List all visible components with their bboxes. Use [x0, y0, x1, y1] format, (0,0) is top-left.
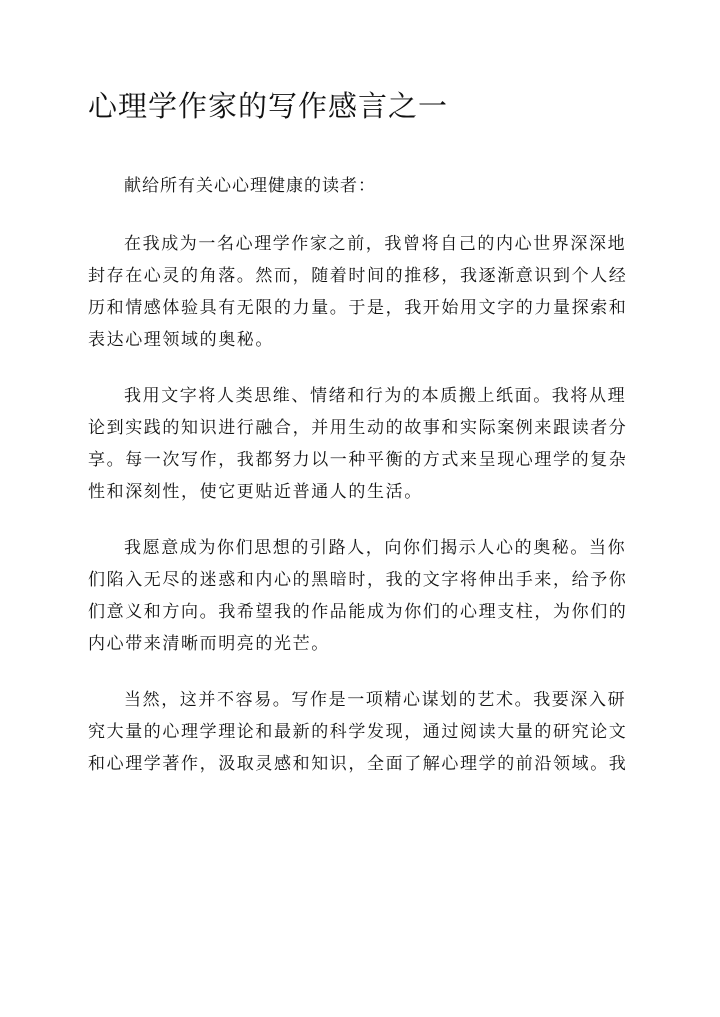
paragraph-line: 究大量的心理学理论和最新的科学发现，通过阅读大量的研究论文 [88, 722, 628, 742]
dedication-line: 献给所有关心心理健康的读者： [124, 176, 376, 196]
paragraph-line: 我用文字将人类思维、情绪和行为的本质搬上纸面。我将从理 [124, 386, 627, 406]
paragraph-line: 内心带来清晰而明亮的光芒。 [88, 634, 330, 654]
paragraph-line: 论到实践的知识进行融合，并用生动的故事和实际案例来跟读者分 [88, 418, 628, 438]
paragraph-line: 封存在心灵的角落。然而，随着时间的推移，我逐渐意识到个人经 [88, 266, 628, 286]
paragraph [88, 228, 632, 356]
paragraph-line: 们陷入无尽的迷惑和内心的黑暗时，我的文字将伸出手来，给予你 [88, 570, 628, 590]
paragraph [88, 380, 632, 508]
document-body [88, 228, 632, 804]
paragraph [88, 532, 632, 660]
paragraph-line: 在我成为一名心理学作家之前，我曾将自己的内心世界深深地 [124, 234, 627, 254]
paragraph-line: 当然，这并不容易。写作是一项精心谋划的艺术。我要深入研 [124, 690, 627, 710]
paragraph-line: 性和深刻性，使它更贴近普通人的生活。 [88, 482, 423, 502]
paragraph-line: 历和情感体验具有无限的力量。于是，我开始用文字的力量探索和 [88, 298, 628, 318]
paragraph-line: 和心理学著作，汲取灵感和知识，全面了解心理学的前沿领域。我 [88, 754, 628, 774]
paragraph-line: 表达心理领域的奥秘。 [88, 330, 274, 350]
paragraph-line: 们意义和方向。我希望我的作品能成为你们的心理支柱，为你们的 [88, 602, 628, 622]
paragraph-line: 享。每一次写作，我都努力以一种平衡的方式来呈现心理学的复杂 [88, 450, 628, 470]
document-title: 心理学作家的写作感言之一 [88, 89, 449, 123]
paragraph-line: 我愿意成为你们思想的引路人，向你们揭示人心的奥秘。当你 [124, 538, 627, 558]
paragraph [88, 684, 632, 780]
